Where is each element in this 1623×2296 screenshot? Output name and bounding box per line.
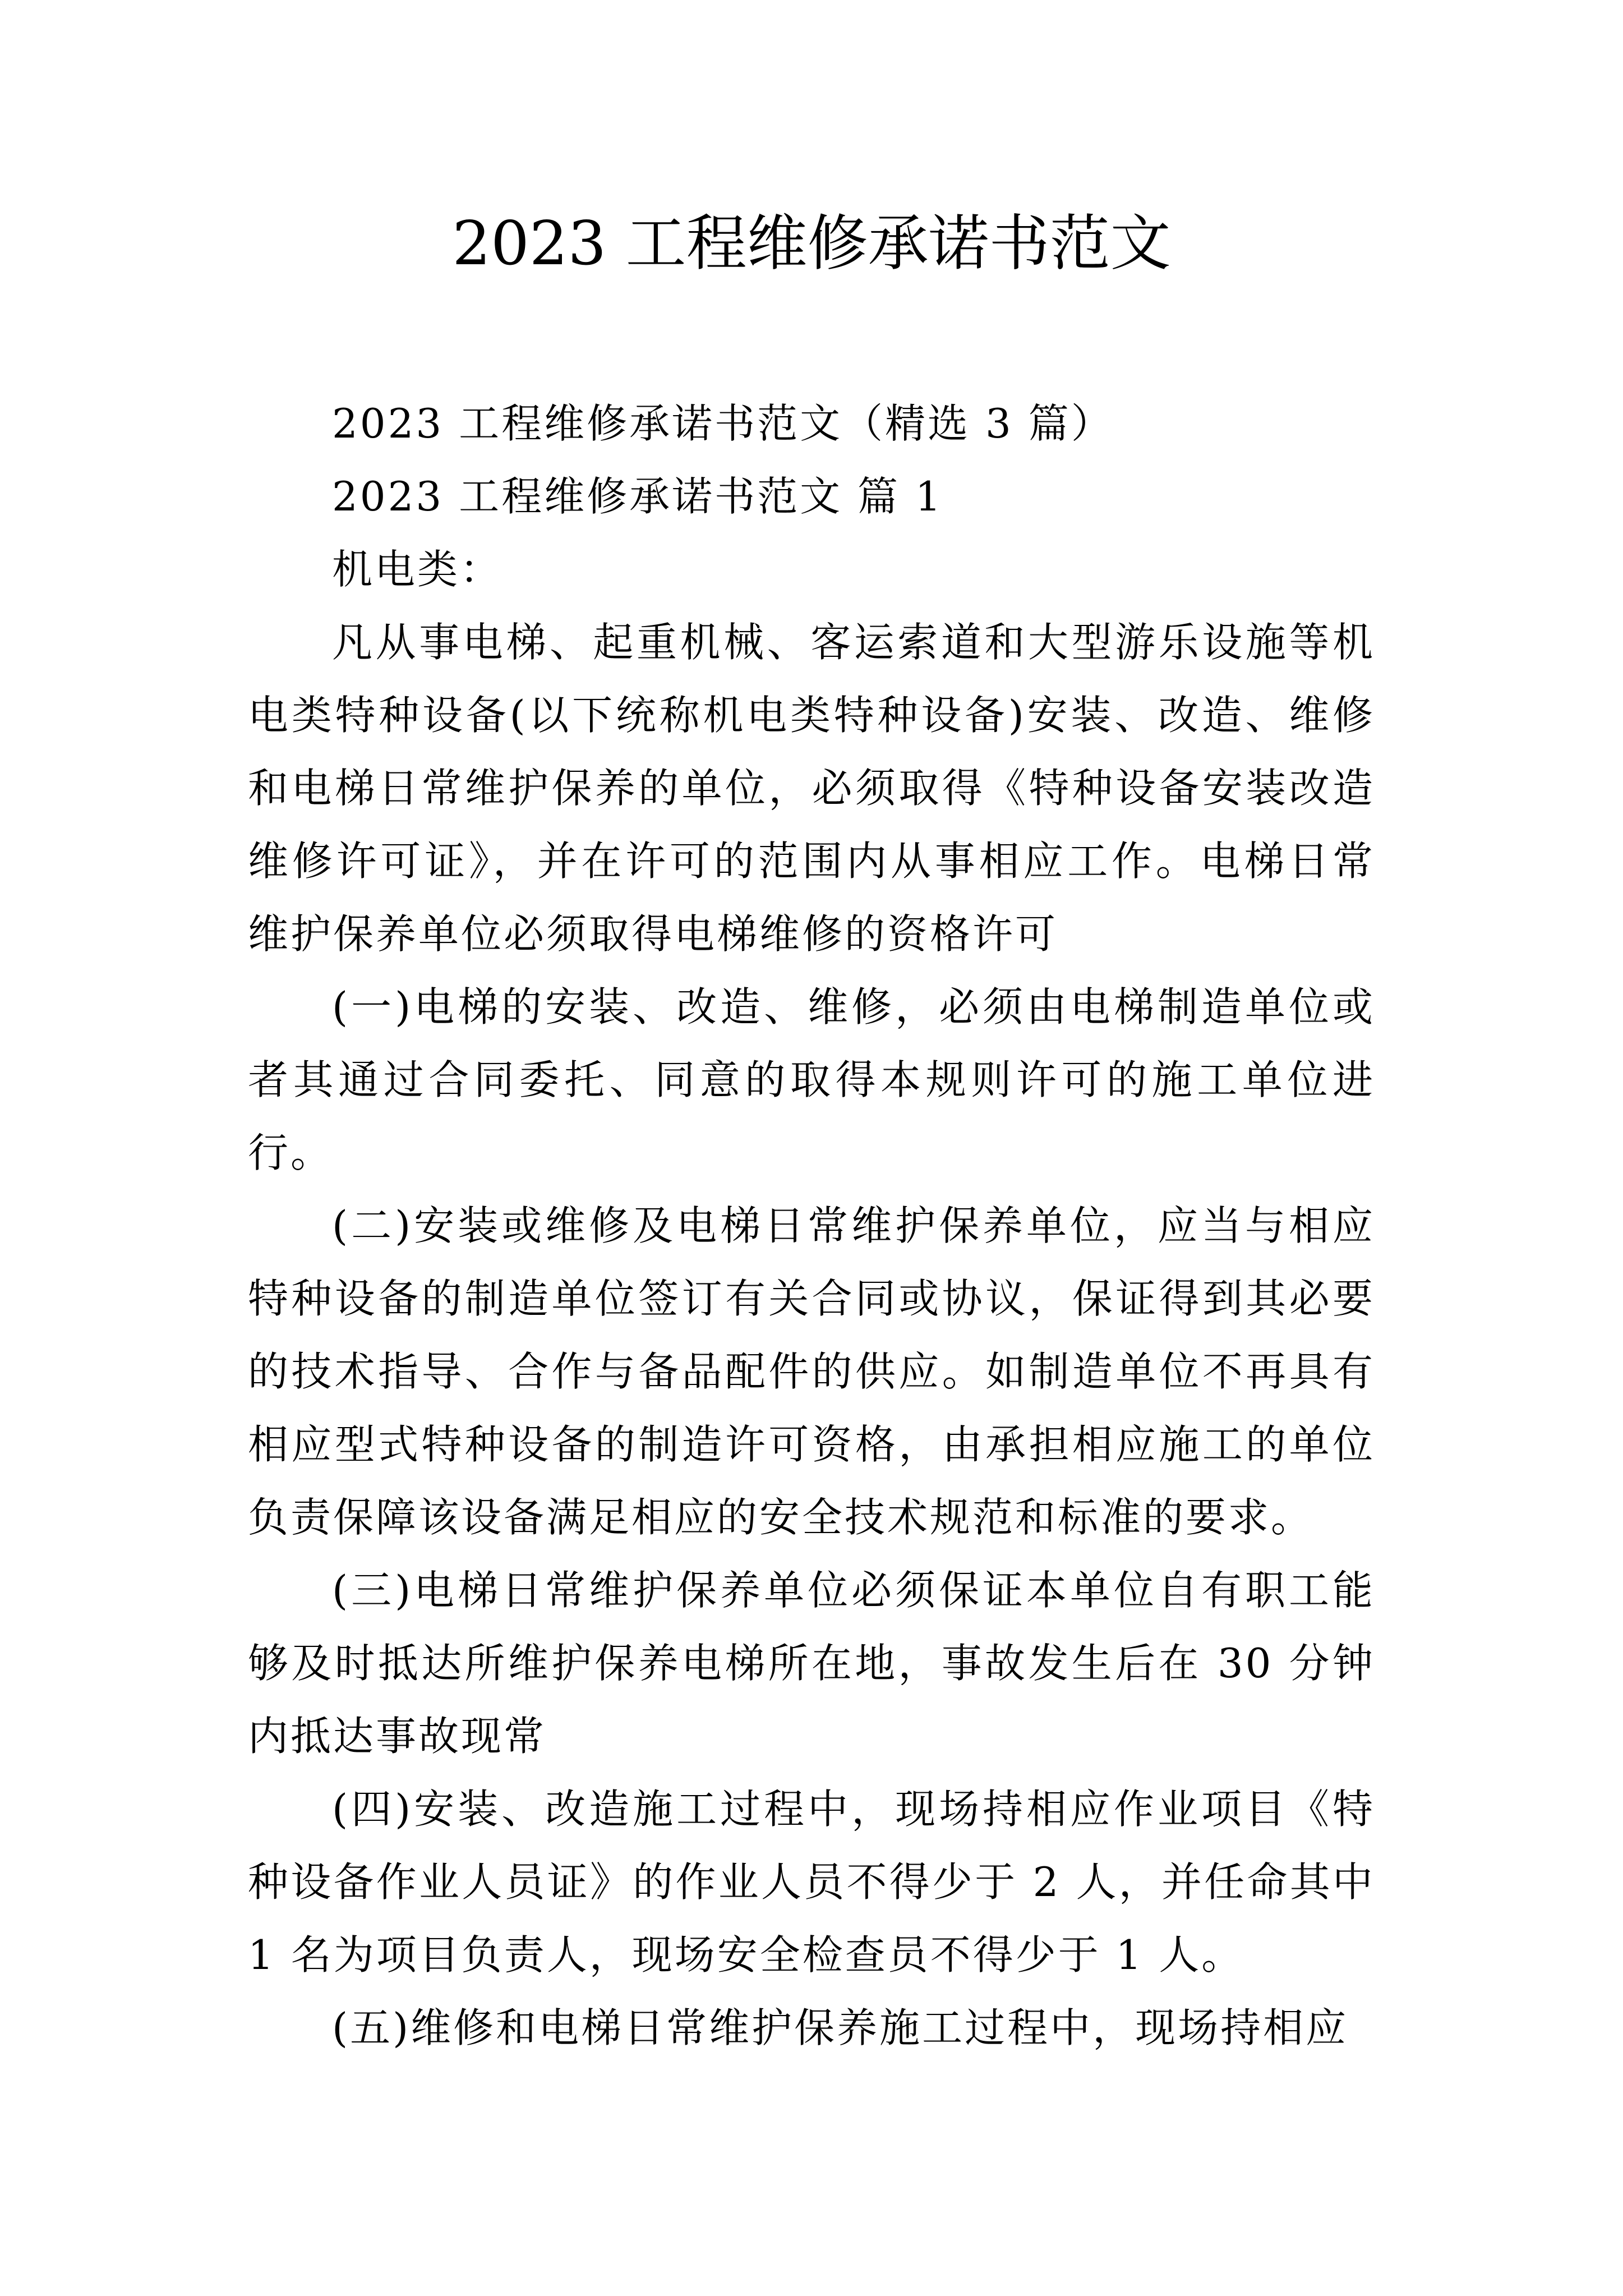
document-body	[248, 387, 1375, 2064]
body-paragraph: (二)安装或维修及电梯日常维护保养单位，应当与相应特种设备的制造单位签订有关合同或协议，保证得到其必要的技术指导、合作与备品配件的供应。如制造单位不再具有相应型式特种设备的制造许可资格，由承担相应施工的单位负责保障该设备满足相应的安全技术规范和标准的要求。	[248, 1202, 1375, 1541]
body-paragraph: 凡从事电梯、起重机械、客运索道和大型游乐设施等机电类特种设备(以下统称机电类特种设备)安装、改造、维修和电梯日常维护保养的单位，必须取得《特种设备安装改造维修许可证》，并在许可的范围内从事相应工作。电梯日常维护保养单位必须取得电梯维修的资格许可	[248, 619, 1375, 958]
subtitle-paragraph: 2023 工程维修承诺书范文（精选 3 篇）	[332, 400, 1114, 447]
section-heading: 2023 工程维修承诺书范文 篇 1	[332, 473, 943, 520]
body-paragraph: (五)维修和电梯日常维护保养施工过程中，现场持相应	[332, 2004, 1349, 2051]
document-title: 2023 工程维修承诺书范文	[452, 209, 1171, 279]
category-heading: 机电类：	[332, 546, 503, 593]
body-paragraph: (一)电梯的安装、改造、维修，必须由电梯制造单位或者其通过合同委托、同意的取得本规则许可的施工单位进行。	[248, 983, 1375, 1176]
body-paragraph: (四)安装、改造施工过程中，现场持相应作业项目《特种设备作业人员证》的作业人员不得少于 2 人，并任命其中 1 名为项目负责人，现场安全检查员不得少于 1 人。	[248, 1786, 1375, 1978]
body-paragraph: (三)电梯日常维护保养单位必须保证本单位自有职工能够及时抵达所维护保养电梯所在地，事故发生后在 30 分钟内抵达事故现常	[248, 1567, 1375, 1760]
